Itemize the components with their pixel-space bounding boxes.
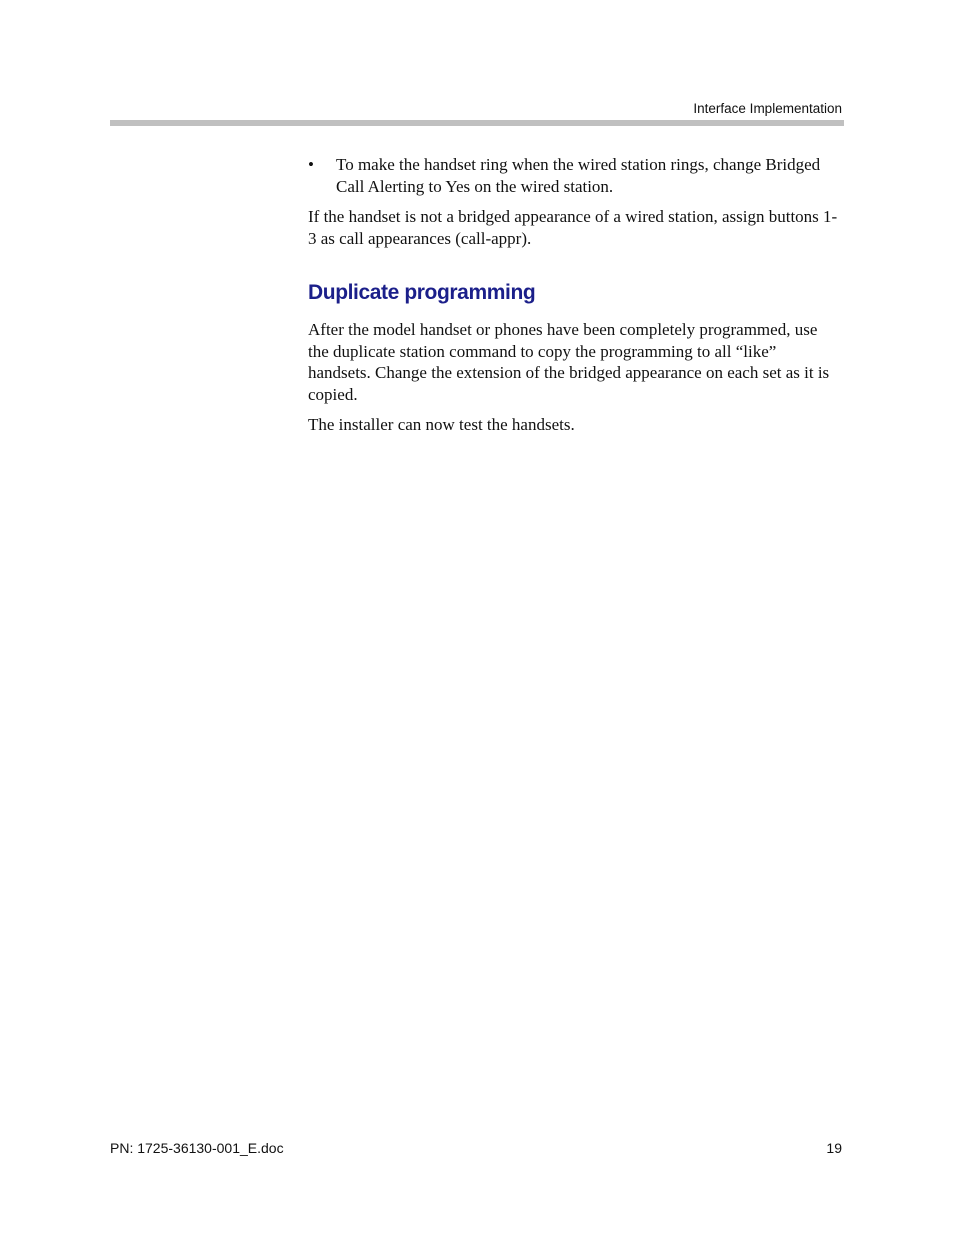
paragraph-test-handsets: The installer can now test the handsets. (308, 415, 575, 434)
bullet-list (308, 154, 838, 197)
bullet-item (308, 154, 838, 197)
paragraph-duplicate-station: After the model handset or phones have been completely programmed, use the duplicate station command to copy the programming to all “like” handsets. Change the extension of the bridged appearance on each set as it is copied. (308, 320, 830, 404)
footer-document-id: PN: 1725-36130-001_E.doc (110, 1140, 284, 1156)
footer-page-number: 19 (826, 1140, 842, 1156)
section-heading: Duplicate programming (308, 281, 536, 304)
bullet-icon: • (308, 155, 314, 174)
paragraph-call-appearances: If the handset is not a bridged appearance of a wired station, assign buttons 1-3 as call appearances (call-appr). (308, 207, 838, 248)
bullet-text: To make the handset ring when the wired station rings, change Bridged Call Alerting to Yes on the wired station. (336, 155, 821, 196)
page-content (308, 154, 838, 445)
header-divider (110, 120, 844, 126)
running-header-title: Interface Implementation (693, 101, 842, 116)
